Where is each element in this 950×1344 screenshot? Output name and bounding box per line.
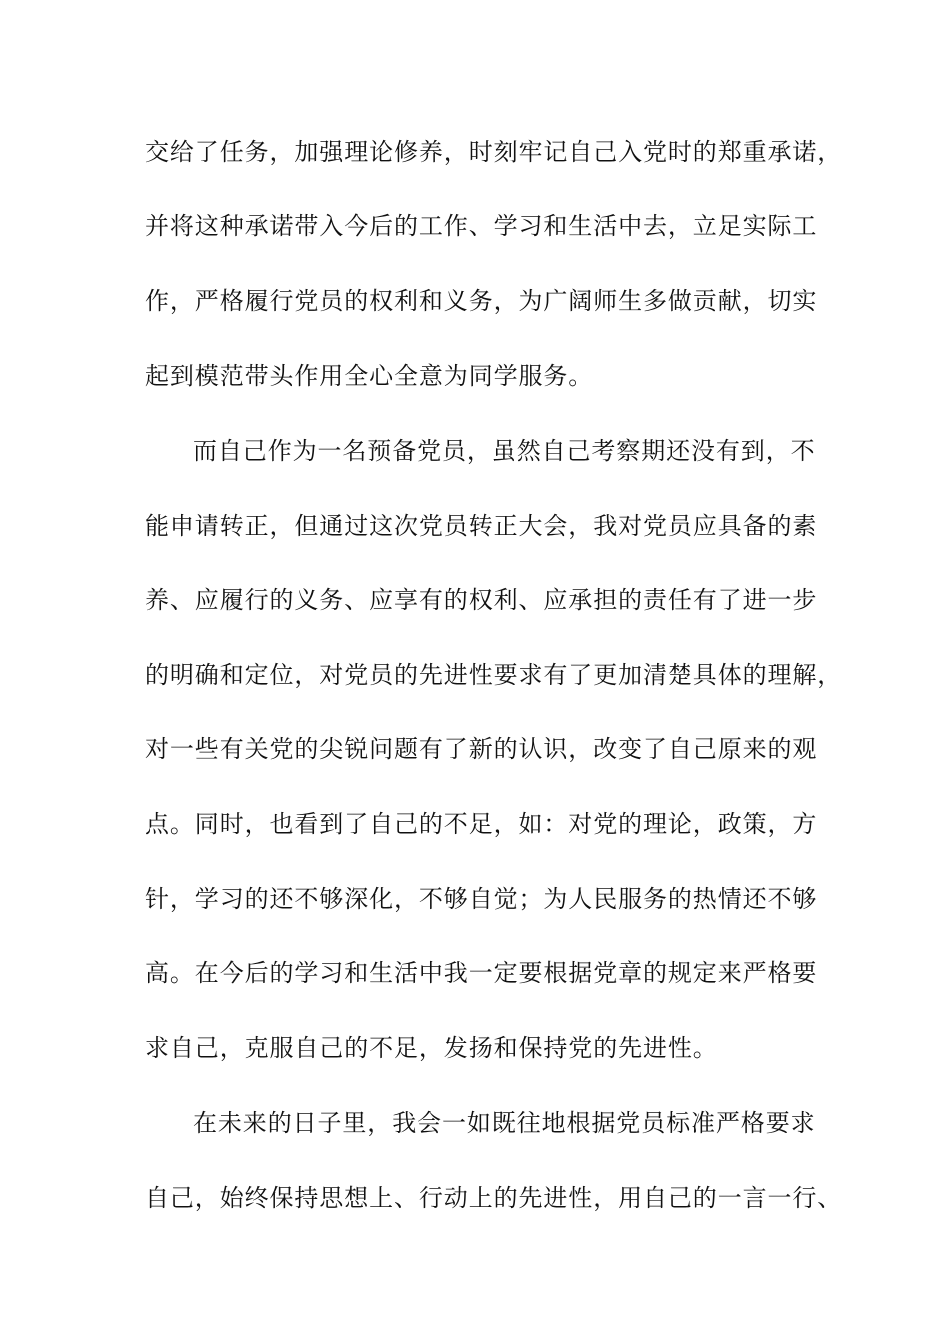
text-line: 针，学习的还不够深化，不够自觉；为人民服务的热情还不够: [145, 885, 818, 913]
text-line: 的明确和定位，对党员的先进性要求有了更加清楚具体的理解，: [145, 661, 843, 689]
paragraph-first-line: 在未来的日子里，我会一如既往地根据党员标准严格要求: [193, 1109, 816, 1137]
paragraph-first-line: 而自己作为一名预备党员，虽然自己考察期还没有到，不: [193, 437, 816, 465]
text-line: 求自己，克服自己的不足，发扬和保持党的先进性。: [145, 1034, 718, 1062]
text-line: 自己，始终保持思想上、行动上的先进性，用自己的一言一行、: [145, 1184, 843, 1212]
text-line: 并将这种承诺带入今后的工作、学习和生活中去，立足实际工: [145, 212, 818, 240]
text-line: 对一些有关党的尖锐问题有了新的认识，改变了自己原来的观: [145, 735, 818, 763]
text-line: 点。同时，也看到了自己的不足，如：对党的理论，政策，方: [145, 810, 818, 838]
text-line: 高。在今后的学习和生活中我一定要根据党章的规定来严格要: [145, 959, 818, 987]
text-line: 能申请转正，但通过这次党员转正大会，我对党员应具备的素: [145, 512, 818, 540]
text-line: 交给了任务，加强理论修养，时刻牢记自己入党时的郑重承诺，: [145, 138, 843, 166]
text-line: 起到模范带头作用全心全意为同学服务。: [145, 362, 594, 390]
text-line: 作，严格履行党员的权利和义务，为广阔师生多做贡献，切实: [145, 287, 818, 315]
text-line: 养、应履行的义务、应享有的权利、应承担的责任有了进一步: [145, 586, 818, 614]
